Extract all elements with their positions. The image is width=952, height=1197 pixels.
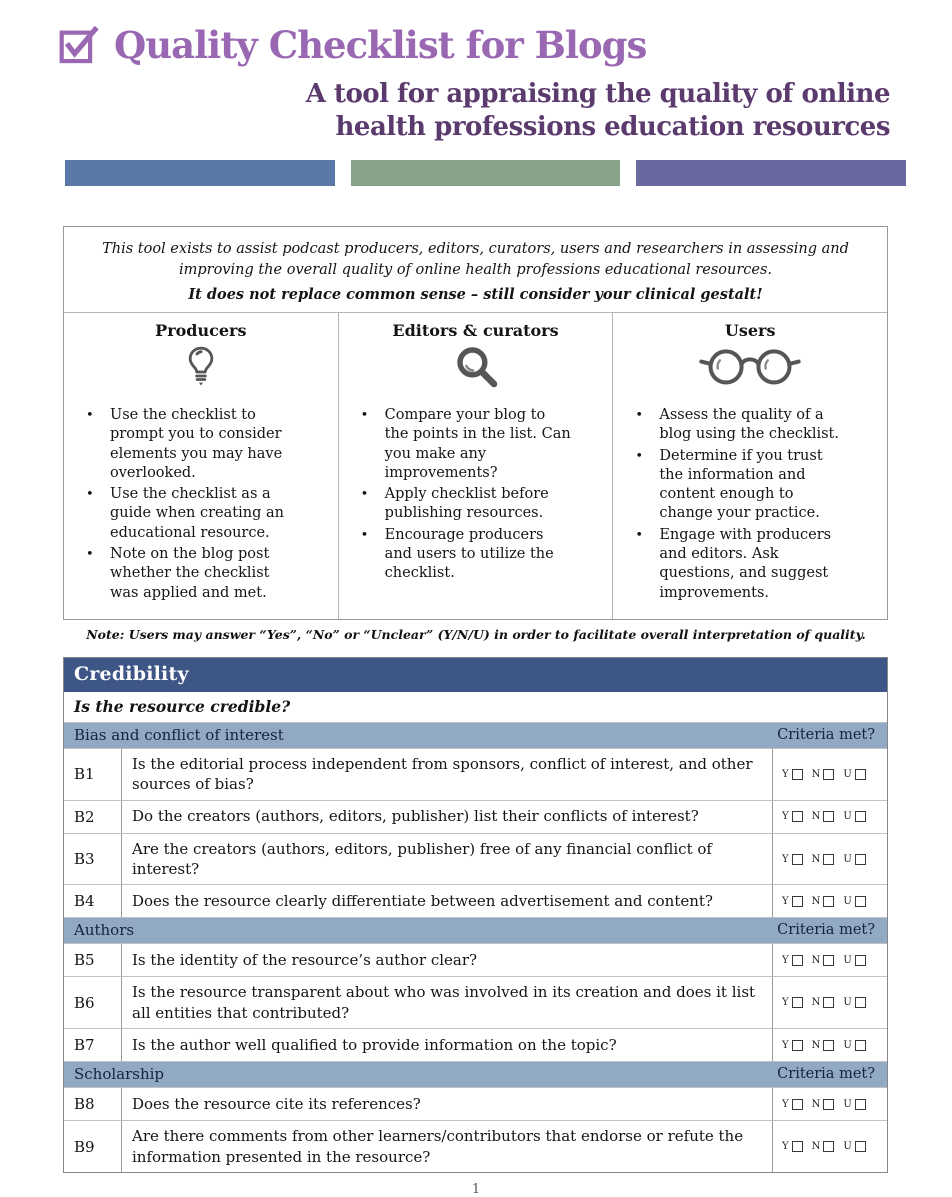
checklist-row-b3	[64, 833, 887, 885]
option-n	[812, 1040, 835, 1051]
option-n	[812, 811, 835, 822]
option-letter-n: N	[811, 954, 821, 966]
bullet-text: Compare your blog to the points in the list. Can you make any improvements?	[384, 407, 571, 481]
y-checkbox[interactable]	[792, 896, 803, 907]
u-checkbox[interactable]	[855, 854, 866, 865]
row-id: B5	[74, 951, 95, 970]
bullet-text: Encourage producers and users to utilize the checklist.	[384, 526, 554, 582]
bullet-marker: •	[635, 527, 644, 543]
option-n	[812, 1141, 835, 1152]
option-n	[812, 997, 835, 1008]
subtitle-line-1: A tool for appraising the quality of online	[305, 79, 890, 109]
row-id: B3	[74, 850, 95, 869]
option-y	[782, 1099, 803, 1110]
magnifier-icon	[353, 342, 599, 398]
y-checkbox[interactable]	[792, 769, 803, 780]
bullet-item	[627, 406, 873, 447]
row-id: B4	[74, 892, 95, 911]
option-u	[843, 769, 865, 780]
row-criteria-cell	[773, 834, 887, 885]
n-checkbox[interactable]	[823, 1099, 834, 1110]
option-letter-y: Y	[782, 954, 789, 966]
row-criteria-cell	[773, 885, 887, 917]
option-letter-n: N	[811, 853, 821, 865]
row-question: Is the author well qualified to provide information on the topic?	[121, 1029, 773, 1061]
option-letter-n: N	[811, 1098, 821, 1110]
document-title: Quality Checklist for Blogs	[114, 22, 647, 67]
option-letter-y: Y	[782, 768, 789, 780]
bullet-marker: •	[360, 527, 369, 543]
n-checkbox[interactable]	[823, 896, 834, 907]
row-id: B8	[74, 1095, 95, 1114]
lightbulb-icon	[78, 342, 324, 398]
row-criteria-cell	[773, 1088, 887, 1120]
group-header-bias-and-conflict-of-interest	[64, 722, 887, 748]
option-letter-y: Y	[782, 853, 789, 865]
option-letter-u: U	[843, 853, 852, 865]
bullet-text: Apply checklist before publishing resources.	[384, 486, 549, 522]
document-subtitle	[0, 78, 890, 144]
option-letter-u: U	[843, 1141, 852, 1153]
y-checkbox[interactable]	[792, 854, 803, 865]
option-u	[843, 1099, 865, 1110]
option-u	[843, 854, 865, 865]
option-letter-n: N	[811, 895, 821, 907]
n-checkbox[interactable]	[823, 1141, 834, 1152]
row-criteria-cell	[773, 1029, 887, 1061]
option-n	[812, 769, 835, 780]
row-criteria-cell	[773, 977, 887, 1028]
role-title-producers: Producers	[155, 321, 247, 341]
role-bullet-list	[353, 406, 599, 586]
row-question: Are there comments from other learners/contributors that endorse or refute the information presented in the resource?	[121, 1121, 773, 1172]
option-letter-u: U	[843, 954, 852, 966]
u-checkbox[interactable]	[855, 997, 866, 1008]
group-title: Scholarship	[74, 1065, 165, 1084]
row-criteria-cell	[773, 749, 887, 800]
u-checkbox[interactable]	[855, 955, 866, 966]
option-n	[812, 955, 835, 966]
n-checkbox[interactable]	[823, 854, 834, 865]
bullet-marker: •	[86, 547, 94, 563]
option-n	[812, 1099, 835, 1110]
row-id: B6	[74, 993, 95, 1012]
criteria-met-label: Criteria met?	[777, 1066, 875, 1083]
option-u	[843, 896, 865, 907]
option-letter-y: Y	[782, 1141, 789, 1153]
option-letter-u: U	[843, 768, 852, 780]
row-criteria-cell	[773, 801, 887, 833]
n-checkbox[interactable]	[823, 1040, 834, 1051]
option-letter-u: U	[843, 811, 852, 823]
option-u	[843, 811, 865, 822]
option-letter-n: N	[811, 768, 821, 780]
checklist-row-b4	[64, 884, 887, 917]
criteria-met-label: Criteria met?	[777, 726, 875, 743]
option-u	[843, 1141, 865, 1152]
n-checkbox[interactable]	[823, 955, 834, 966]
bullet-item	[78, 485, 324, 545]
intro-text-cell	[64, 227, 887, 313]
y-checkbox[interactable]	[792, 997, 803, 1008]
option-n	[812, 896, 835, 907]
option-u	[843, 997, 865, 1008]
bullet-text: Engage with producers and editors. Ask questions, and suggest improvements.	[659, 526, 832, 601]
option-y	[782, 1141, 803, 1152]
option-y	[782, 811, 803, 822]
bullet-marker: •	[86, 487, 94, 503]
credibility-checklist-table	[63, 657, 888, 1173]
y-checkbox[interactable]	[792, 1141, 803, 1152]
bullet-text: Note on the blog post whether the checklist was applied and met.	[110, 546, 270, 601]
option-y	[782, 896, 803, 907]
y-checkbox[interactable]	[792, 1099, 803, 1110]
bullet-text: Assess the quality of a blog using the checklist.	[659, 407, 839, 443]
bullet-marker: •	[635, 408, 644, 424]
bullet-item	[353, 406, 599, 485]
option-letter-y: Y	[782, 895, 789, 907]
role-column-producers	[64, 313, 338, 619]
n-checkbox[interactable]	[823, 811, 834, 822]
u-checkbox[interactable]	[855, 896, 866, 907]
row-question: Is the resource transparent about who was involved in its creation and does it list all entities that contributed?	[121, 977, 773, 1028]
checklist-row-b1	[64, 748, 887, 800]
option-letter-y: Y	[782, 1098, 789, 1110]
option-letter-n: N	[811, 811, 821, 823]
checklist-row-b5	[64, 943, 887, 976]
intro-box	[63, 226, 888, 620]
subtitle-line-2: health professions education resources	[335, 112, 890, 143]
section-question: Is the resource credible?	[64, 692, 887, 722]
bullet-item	[627, 526, 873, 605]
row-criteria-cell	[773, 1121, 887, 1172]
row-question: Is the editorial process independent from sponsors, conflict of interest, and other sources of bias?	[121, 749, 773, 800]
role-column-users	[612, 313, 887, 619]
bullet-text: Use the checklist to prompt you to consider elements you may have overlooked.	[110, 407, 283, 481]
option-letter-n: N	[811, 997, 821, 1009]
glasses-icon	[627, 342, 873, 398]
option-letter-n: N	[811, 1141, 821, 1153]
option-letter-y: Y	[782, 1039, 789, 1051]
bullet-item	[353, 485, 599, 526]
option-letter-y: Y	[782, 997, 789, 1009]
option-y	[782, 997, 803, 1008]
green-bar	[351, 160, 621, 186]
page-number: 1	[471, 1182, 481, 1197]
checklist-row-b2	[64, 800, 887, 833]
option-y	[782, 854, 803, 865]
checklist-groups	[64, 722, 887, 1172]
u-checkbox[interactable]	[855, 769, 866, 780]
row-id: B1	[74, 765, 95, 784]
bullet-item	[353, 526, 599, 586]
n-checkbox[interactable]	[823, 769, 834, 780]
decorative-bars	[65, 160, 906, 186]
checked-checkbox-icon	[58, 24, 100, 66]
document-title-row	[58, 24, 952, 66]
row-criteria-cell	[773, 944, 887, 976]
y-checkbox[interactable]	[792, 1040, 803, 1051]
bullet-text: Use the checklist as a guide when creating an educational resource.	[110, 486, 284, 541]
option-letter-u: U	[843, 997, 852, 1009]
section-header-credibility: Credibility	[64, 658, 887, 692]
checklist-row-b9	[64, 1120, 887, 1172]
role-bullet-list	[78, 406, 324, 605]
role-column-editors-curators	[338, 313, 613, 619]
row-question: Does the resource clearly differentiate between advertisement and content?	[121, 885, 773, 917]
option-n	[812, 854, 835, 865]
group-header-scholarship	[64, 1061, 887, 1087]
role-title-users: Users	[724, 321, 776, 341]
group-title: Authors	[74, 921, 135, 940]
checklist-row-b6	[64, 976, 887, 1028]
option-y	[782, 1040, 803, 1051]
bullet-item	[78, 545, 324, 605]
option-letter-n: N	[811, 1039, 821, 1051]
criteria-met-label: Criteria met?	[777, 922, 875, 939]
option-y	[782, 769, 803, 780]
option-u	[843, 1040, 865, 1051]
u-checkbox[interactable]	[855, 811, 866, 822]
y-checkbox[interactable]	[792, 955, 803, 966]
option-y	[782, 955, 803, 966]
group-header-authors	[64, 917, 887, 943]
bullet-item	[627, 447, 873, 526]
bullet-item	[78, 406, 324, 485]
answer-note: Note: Users may answer “Yes”, “No” or “Unclear” (Y/N/U) in order to facilitate overall interpretation of quality.	[86, 626, 866, 642]
row-question: Are the creators (authors, editors, publisher) free of any financial conflict of interest?	[121, 834, 773, 885]
bullet-marker: •	[360, 487, 369, 503]
option-letter-u: U	[843, 1098, 852, 1110]
roles-columns	[64, 313, 887, 619]
option-u	[843, 955, 865, 966]
purple-bar	[636, 160, 906, 186]
blue-bar	[65, 160, 335, 186]
row-question: Do the creators (authors, editors, publisher) list their conflicts of interest?	[121, 801, 773, 833]
option-letter-y: Y	[782, 811, 789, 823]
bullet-marker: •	[86, 408, 94, 424]
u-checkbox[interactable]	[855, 1141, 866, 1152]
role-title-editors-curators: Editors & curators	[392, 321, 559, 341]
row-id: B7	[74, 1036, 95, 1055]
row-question: Is the identity of the resource’s author clear?	[121, 944, 773, 976]
row-id: B9	[74, 1137, 95, 1156]
intro-emphasis: It does not replace common sense – still consider your clinical gestalt!	[188, 286, 763, 304]
row-question: Does the resource cite its references?	[121, 1088, 773, 1120]
intro-description: This tool exists to assist podcast producers, editors, curators, users and researchers in assessing and improving the overall quality of online health professions educational resources.	[102, 241, 849, 279]
u-checkbox[interactable]	[855, 1099, 866, 1110]
option-letter-u: U	[843, 1039, 852, 1051]
role-bullet-list	[627, 406, 873, 605]
u-checkbox[interactable]	[855, 1040, 866, 1051]
y-checkbox[interactable]	[792, 811, 803, 822]
option-letter-u: U	[843, 895, 852, 907]
group-title: Bias and conflict of interest	[74, 725, 284, 744]
bullet-marker: •	[635, 448, 644, 464]
checklist-row-b7	[64, 1028, 887, 1061]
document-page	[0, 22, 952, 1197]
n-checkbox[interactable]	[823, 997, 834, 1008]
bullet-text: Determine if you trust the information and content enough to change your practice.	[659, 447, 823, 522]
bullet-marker: •	[360, 408, 369, 424]
row-id: B2	[74, 807, 95, 826]
checklist-row-b8	[64, 1087, 887, 1120]
